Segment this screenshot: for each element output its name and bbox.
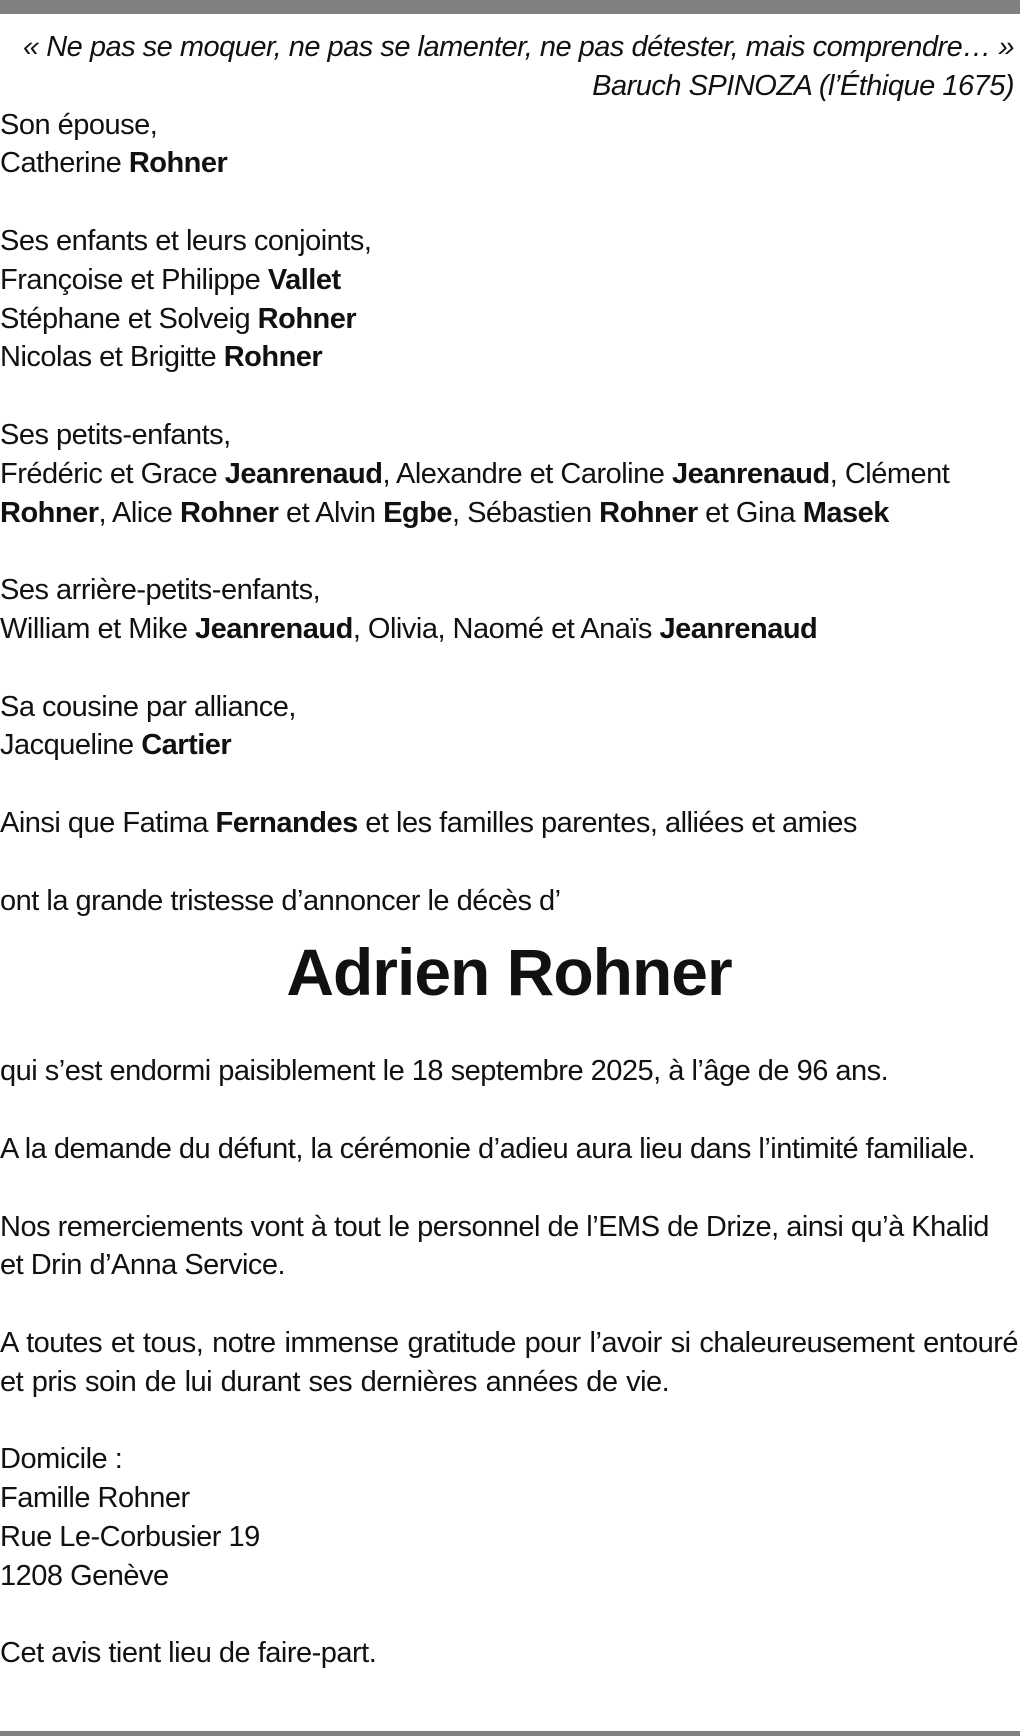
bottom-frame-bar xyxy=(0,1731,1020,1736)
grandchild-first-names: et Gina xyxy=(697,496,803,529)
children-section xyxy=(0,222,1018,377)
great-grandchildren-section xyxy=(0,571,1018,649)
great-grandchild-last-name: Jeanrenaud xyxy=(195,612,353,645)
grandchild-first-names: Frédéric et Grace xyxy=(0,457,225,490)
grandchildren-line-2 xyxy=(0,494,1018,533)
closing-text: Cet avis tient lieu de faire-part. xyxy=(0,1637,377,1670)
others-line xyxy=(0,804,1018,843)
domicile-label: Domicile : xyxy=(0,1443,123,1476)
great-grandchild-last-name: Jeanrenaud xyxy=(659,612,818,645)
cousin-last-name: Cartier xyxy=(141,729,232,762)
epigraph-text: « Ne pas se moquer, ne pas se lamenter, ne pas détester, mais comprendre… » xyxy=(23,31,1014,63)
ceremony-section xyxy=(0,1130,1018,1169)
announcement-text: ont la grande tristesse d’annoncer le décès d’ xyxy=(0,884,561,917)
grandchild-last-name: Jeanrenaud xyxy=(224,457,383,490)
child-last-name: Vallet xyxy=(267,263,341,296)
great-grandchildren-names xyxy=(0,610,1018,649)
child-couple xyxy=(0,261,1018,300)
cousin-first-name: Jacqueline xyxy=(0,729,142,762)
cousin-section xyxy=(0,688,1018,766)
grandchild-first-names: , Alice xyxy=(98,496,180,529)
ceremony-text: A la demande du défunt, la cérémonie d’adieu aura lieu dans l’intimité familiale. xyxy=(0,1132,976,1165)
grandchild-first-names: , Sébastien xyxy=(451,496,600,529)
children-heading: Ses enfants et leurs conjoints, xyxy=(0,224,372,257)
thanks-line-1: Nos remerciements vont à tout le personnel de l’EMS de Drize, ainsi qu’à Khalid xyxy=(0,1210,989,1243)
thanks-section xyxy=(0,1208,1018,1286)
grandchild-last-name: Rohner xyxy=(599,496,698,529)
domicile-family: Famille Rohner xyxy=(0,1482,190,1515)
great-grandchild-first-names: , Olivia, Naomé et Anaïs xyxy=(352,612,660,645)
grandchild-first-names: , Alexandre et Caroline xyxy=(382,457,672,490)
passing-text: qui s’est endormi paisiblement le 18 septembre 2025, à l’âge de 96 ans. xyxy=(0,1055,889,1088)
spouse-first-name: Catherine xyxy=(0,147,129,180)
deceased-name: Adrien Rohner xyxy=(286,935,732,1010)
spouse-last-name: Rohner xyxy=(128,147,228,180)
closing-section xyxy=(0,1634,1018,1673)
domicile-street: Rue Le-Corbusier 19 xyxy=(0,1520,260,1553)
others-prefix: Ainsi que Fatima xyxy=(0,806,216,839)
great-grandchildren-heading: Ses arrière-petits-enfants, xyxy=(0,574,321,607)
obituary-notice xyxy=(0,28,1018,1673)
child-last-name: Rohner xyxy=(223,341,323,374)
others-section xyxy=(0,804,1018,843)
grandchild-last-name: Rohner xyxy=(0,496,99,529)
cousin-name xyxy=(0,726,1018,765)
grandchild-first-names: , Clément xyxy=(829,457,950,490)
others-bold-name: Fernandes xyxy=(215,806,358,839)
grandchild-last-name: Jeanrenaud xyxy=(671,457,830,490)
others-suffix: et les familles parentes, alliées et amies xyxy=(357,806,857,839)
top-frame-bar xyxy=(0,0,1020,14)
child-couple xyxy=(0,300,1018,339)
child-last-name: Rohner xyxy=(257,302,357,335)
epigraph xyxy=(0,28,1018,106)
grandchild-last-name: Rohner xyxy=(179,496,279,529)
gratitude-text: A toutes et tous, notre immense gratitude pour l’avoir si chaleureusement entouré et pris soin de lui durant ses dernières années de vie. xyxy=(0,1326,1018,1398)
grandchild-last-name: Egbe xyxy=(383,496,452,529)
great-grandchild-first-names: William et Mike xyxy=(0,612,196,645)
child-couple xyxy=(0,338,1018,377)
passing-section xyxy=(0,1052,1018,1091)
domicile-city: 1208 Genève xyxy=(0,1559,169,1592)
child-first-names: Françoise et Philippe xyxy=(0,263,268,296)
grandchildren-line-1 xyxy=(0,455,1018,494)
epigraph-author: Baruch SPINOZA (l’Éthique 1675) xyxy=(592,69,1014,102)
spouse-name xyxy=(0,144,1018,183)
cousin-heading: Sa cousine par alliance, xyxy=(0,690,296,723)
grandchild-last-name: Masek xyxy=(802,496,889,529)
thanks-line-2: et Drin d’Anna Service. xyxy=(0,1249,286,1282)
child-first-names: Stéphane et Solveig xyxy=(0,302,258,335)
spouse-section xyxy=(0,106,1018,184)
spouse-heading: Son épouse, xyxy=(0,108,158,141)
grandchild-first-names: et Alvin xyxy=(278,496,384,529)
announcement-section xyxy=(0,882,1018,921)
grandchildren-heading: Ses petits-enfants, xyxy=(0,418,231,451)
domicile-section xyxy=(0,1440,1018,1595)
child-first-names: Nicolas et Brigitte xyxy=(0,341,224,374)
grandchildren-section xyxy=(0,416,1018,532)
